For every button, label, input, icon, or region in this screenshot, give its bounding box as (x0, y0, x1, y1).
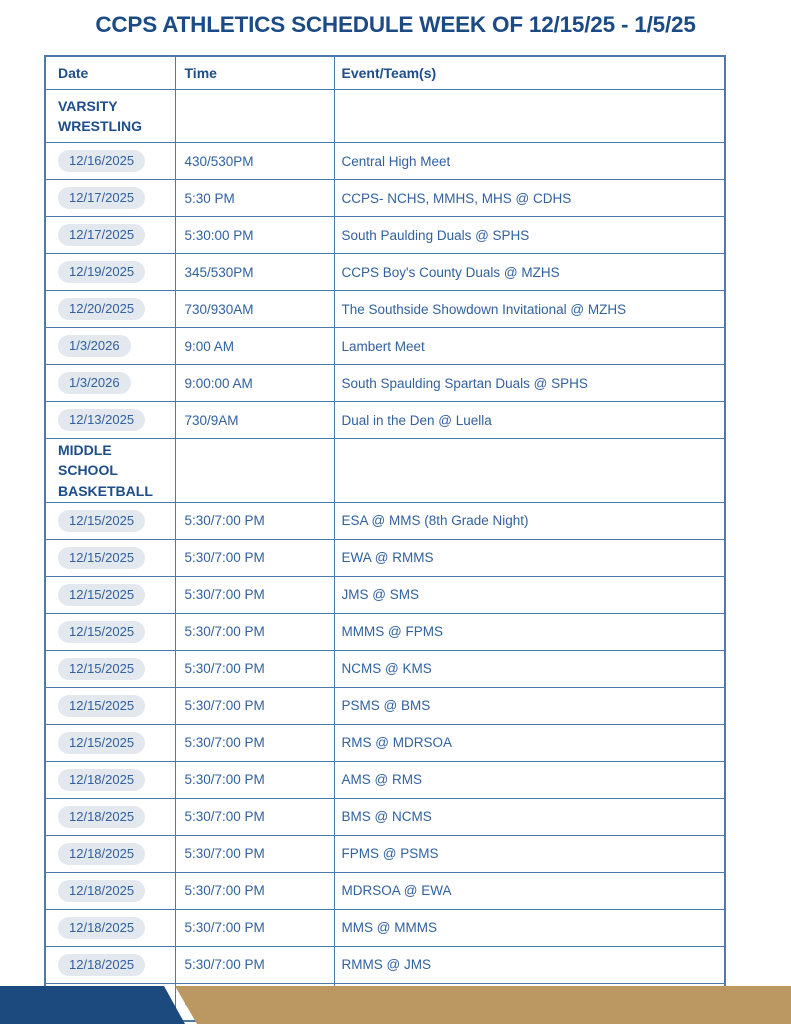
event-cell: Lambert Meet (334, 328, 725, 365)
date-badge: 12/20/2025 (58, 298, 145, 320)
event-cell: ESA @ MMS (8th Grade Night) (334, 502, 725, 539)
table-row (45, 576, 725, 613)
schedule-table (44, 55, 726, 1022)
event-cell: RMS @ MDRSOA (334, 724, 725, 761)
time-cell: 730/9AM (175, 402, 334, 439)
time-cell: 5:30/7:00 PM (175, 909, 334, 946)
event-cell: JMS @ SMS (334, 576, 725, 613)
table-row (45, 254, 725, 291)
time-cell: 5:30/7:00 PM (175, 502, 334, 539)
time-cell: 5:30/7:00 PM (175, 761, 334, 798)
time-cell: 730/930AM (175, 291, 334, 328)
time-cell: 5:30 PM (175, 180, 334, 217)
event-cell: RMMS @ JMS (334, 946, 725, 983)
date-badge: 12/16/2025 (58, 150, 145, 172)
event-cell: Dual in the Den @ Luella (334, 402, 725, 439)
table-row (45, 291, 725, 328)
date-badge: 12/18/2025 (58, 917, 145, 939)
date-badge: 12/13/2025 (58, 409, 145, 431)
event-cell: Central High Meet (334, 143, 725, 180)
column-header-date: Date (45, 56, 175, 90)
date-cell (45, 613, 175, 650)
date-badge: 1/3/2026 (58, 335, 131, 357)
date-badge: 12/18/2025 (58, 880, 145, 902)
time-cell: 345/530PM (175, 254, 334, 291)
date-cell (45, 217, 175, 254)
date-badge: 12/15/2025 (58, 547, 145, 569)
section-row (45, 439, 725, 503)
event-cell: MMMS @ FPMS (334, 613, 725, 650)
table-row (45, 143, 725, 180)
date-cell (45, 576, 175, 613)
date-cell (45, 539, 175, 576)
date-cell (45, 909, 175, 946)
time-cell: 9:00:00 AM (175, 365, 334, 402)
date-badge: 12/17/2025 (58, 224, 145, 246)
date-cell (45, 761, 175, 798)
table-row (45, 761, 725, 798)
event-cell: The Southside Showdown Invitational @ MZHS (334, 291, 725, 328)
event-cell: NCMS @ KMS (334, 650, 725, 687)
section-empty-cell (175, 439, 334, 503)
date-badge: 12/15/2025 (58, 695, 145, 717)
table-row (45, 402, 725, 439)
date-badge: 1/3/2026 (58, 372, 131, 394)
date-badge: 12/18/2025 (58, 843, 145, 865)
event-cell: CCPS Boy's County Duals @ MZHS (334, 254, 725, 291)
date-badge: 12/15/2025 (58, 621, 145, 643)
header-row (45, 56, 725, 90)
table-row (45, 724, 725, 761)
date-badge: 12/15/2025 (58, 584, 145, 606)
time-cell: 9:00 AM (175, 328, 334, 365)
date-cell (45, 687, 175, 724)
section-empty-cell (334, 90, 725, 143)
date-cell (45, 143, 175, 180)
date-badge: 12/15/2025 (58, 510, 145, 532)
table-row (45, 328, 725, 365)
time-cell: 5:30/7:00 PM (175, 613, 334, 650)
section-name: VARSITY WRESTLING (45, 90, 175, 143)
event-cell: BMS @ NCMS (334, 798, 725, 835)
date-badge: 12/18/2025 (58, 806, 145, 828)
table-row (45, 217, 725, 254)
event-cell: MDRSOA @ EWA (334, 872, 725, 909)
date-badge: 12/15/2025 (58, 732, 145, 754)
time-cell: 5:30/7:00 PM (175, 946, 334, 983)
time-cell: 5:30/7:00 PM (175, 650, 334, 687)
table-row (45, 613, 725, 650)
table-row (45, 946, 725, 983)
date-cell (45, 291, 175, 328)
event-cell: South Spaulding Spartan Duals @ SPHS (334, 365, 725, 402)
date-cell (45, 254, 175, 291)
table-row (45, 687, 725, 724)
event-cell: FPMS @ PSMS (334, 835, 725, 872)
footer-banner (0, 986, 791, 1024)
event-cell: EWA @ RMMS (334, 539, 725, 576)
event-cell: South Paulding Duals @ SPHS (334, 217, 725, 254)
date-cell (45, 180, 175, 217)
event-cell: PSMS @ BMS (334, 687, 725, 724)
table-row (45, 650, 725, 687)
date-cell (45, 724, 175, 761)
date-badge: 12/15/2025 (58, 658, 145, 680)
column-header-event: Event/Team(s) (334, 56, 725, 90)
time-cell: 5:30/7:00 PM (175, 835, 334, 872)
section-name: MIDDLE SCHOOL BASKETBALL (45, 439, 175, 503)
date-badge: 12/18/2025 (58, 769, 145, 791)
date-badge: 12/19/2025 (58, 261, 145, 283)
page-title: CCPS ATHLETICS SCHEDULE WEEK OF 12/15/25 - 1/5/25 (95, 12, 696, 37)
date-cell (45, 946, 175, 983)
table-row (45, 365, 725, 402)
event-cell: MMS @ MMMS (334, 909, 725, 946)
date-badge: 12/17/2025 (58, 187, 145, 209)
table-row (45, 180, 725, 217)
section-row (45, 90, 725, 143)
date-cell (45, 650, 175, 687)
time-cell: 5:30/7:00 PM (175, 872, 334, 909)
date-cell (45, 835, 175, 872)
date-badge: 12/18/2025 (58, 954, 145, 976)
table-row (45, 798, 725, 835)
section-empty-cell (175, 90, 334, 143)
time-cell: 5:30/7:00 PM (175, 687, 334, 724)
table-row (45, 872, 725, 909)
section-empty-cell (334, 439, 725, 503)
time-cell: 430/530PM (175, 143, 334, 180)
date-cell (45, 328, 175, 365)
table-row (45, 539, 725, 576)
date-cell (45, 365, 175, 402)
time-cell: 5:30/7:00 PM (175, 539, 334, 576)
table-row (45, 835, 725, 872)
date-cell (45, 502, 175, 539)
date-cell (45, 872, 175, 909)
event-cell: AMS @ RMS (334, 761, 725, 798)
table-row (45, 909, 725, 946)
date-cell (45, 798, 175, 835)
time-cell: 5:30/7:00 PM (175, 576, 334, 613)
time-cell: 5:30/7:00 PM (175, 798, 334, 835)
table-row (45, 502, 725, 539)
date-cell (45, 402, 175, 439)
column-header-time: Time (175, 56, 334, 90)
time-cell: 5:30/7:00 PM (175, 724, 334, 761)
event-cell: CCPS- NCHS, MMHS, MHS @ CDHS (334, 180, 725, 217)
time-cell: 5:30:00 PM (175, 217, 334, 254)
